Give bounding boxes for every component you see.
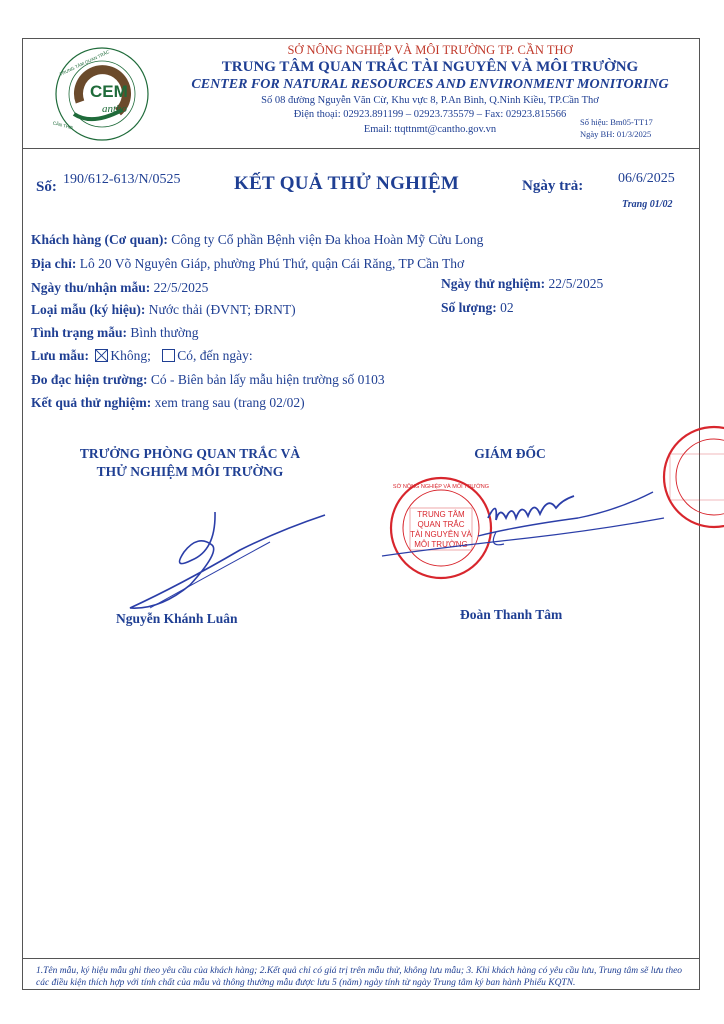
header-email: Email: ttqttnmt@cantho.gov.vn [363, 124, 497, 135]
center-logo [52, 44, 152, 144]
receive-date-row [31, 280, 208, 296]
header-dept: SỞ NÔNG NGHIỆP VÀ MÔI TRƯỜNG TP. CẦN THƠ [287, 43, 573, 57]
customer-value: Công ty Cổ phần Bệnh viện Đa khoa Hoàn Mỹ Cửu Long [171, 232, 484, 247]
return-date-label: Ngày trả: [522, 178, 584, 194]
stamp-ring-text: SỞ NÔNG NGHIỆP VÀ MÔI TRƯỜNG [392, 484, 490, 490]
customer-row [31, 232, 483, 248]
address-row [31, 256, 464, 272]
svg-text:TRUNG TÂM QUAN TRẮC: TRUNG TÂM QUAN TRẮC [58, 49, 111, 77]
field-measure-row [31, 372, 385, 388]
stamp-line-3: TÀI NGUYÊN VÀ [410, 530, 472, 539]
field-measure-value: Có - Biên bản lấy mẫu hiện trường số 0103 [150, 372, 385, 387]
quantity-value: 02 [500, 300, 514, 315]
form-code: Số hiệu: Bm05-TT17 [580, 117, 653, 127]
right-signature [378, 478, 668, 588]
issue-date: Ngày BH: 01/3/2025 [580, 129, 652, 139]
quantity-row [441, 300, 514, 316]
stamp-line-2: QUAN TRẮC [417, 520, 465, 529]
svg-text:CẦN THƠ: CẦN THƠ [52, 120, 74, 131]
header-center-vi: TRUNG TÂM QUAN TRẮC TÀI NGUYÊN VÀ MÔI TRƯỜNG [221, 59, 639, 75]
report-number-value: 190/612-613/N/0525 [63, 172, 181, 187]
return-date-value: 06/6/2025 [618, 171, 675, 186]
left-signer-title-2: THỬ NGHIỆM MÔI TRƯỜNG [96, 464, 284, 479]
receive-date-value: 22/5/2025 [153, 280, 209, 295]
report-number-label: Số: [36, 179, 57, 195]
footer-divider [22, 958, 700, 959]
storage-no-label: Không; [110, 348, 151, 363]
storage-yes-checkbox[interactable] [162, 349, 175, 362]
result-row [31, 395, 305, 411]
header-address: Số 08 đường Nguyễn Văn Cừ, Khu vực 8, P.An Bình, Q.Ninh Kiều, TP.Cần Thơ [261, 95, 599, 106]
left-signature [120, 490, 340, 620]
header-phone: Điện thoại: 02923.891199 – 02923.735579 – Fax: 02923.815566 [293, 109, 567, 120]
address-value: Lô 20 Võ Nguyên Giáp, phường Phú Thứ, quận Cái Răng, TP Cần Thơ [79, 256, 465, 271]
receive-date-label: Ngày thu/nhận mẫu: [31, 280, 151, 295]
left-signer-name: Nguyễn Khánh Luân [116, 611, 238, 626]
storage-no-checkbox[interactable] [95, 349, 108, 362]
header-center-en: CENTER FOR NATURAL RESOURCES AND ENVIRONMENT MONITORING [191, 77, 669, 92]
stamp-line-1: TRUNG TÂM [417, 510, 465, 519]
footer-note: 1.Tên mẫu, ký hiệu mẫu ghi theo yêu cầu của khách hàng; 2.Kết quả chỉ có giá trị trên mẫu thử, không lưu mẫu; 3. Khi khách hàng có yêu cầu lưu, Trung tâm sẽ lưu theo các điều kiện thích hợp với tính chất của mẫu và thông thường mẫu được lưu 5 (năm) ngày tính từ ngày Trung tâm ký ban hành Phiếu KQTN. [36, 966, 683, 988]
right-signer-name: Đoàn Thanh Tâm [460, 607, 563, 622]
result-label: Kết quả thử nghiệm: [31, 395, 152, 410]
condition-value: Bình thường [130, 325, 199, 340]
storage-yes-label: Có, đến ngày: [177, 348, 253, 363]
storage-label: Lưu mẫu: [31, 348, 89, 363]
test-date-value: 22/5/2025 [548, 276, 604, 291]
edge-stamp [656, 420, 724, 534]
sample-type-label: Loại mẫu (ký hiệu): [31, 302, 146, 317]
result-value: xem trang sau (trang 02/02) [154, 395, 305, 410]
left-signer-title-1: TRƯỞNG PHÒNG QUAN TRẮC VÀ [79, 446, 301, 461]
header-divider [22, 148, 700, 149]
sample-type-row [31, 302, 296, 318]
condition-row [31, 325, 199, 341]
logo-text-main: CEM [90, 82, 128, 101]
customer-label: Khách hàng (Cơ quan): [31, 232, 168, 247]
quantity-label: Số lượng: [441, 300, 497, 315]
page-title: KẾT QUẢ THỬ NGHIỆM [234, 173, 460, 194]
address-label: Địa chỉ: [31, 256, 77, 271]
stamp-line-4: MÔI TRƯỜNG [414, 540, 468, 549]
right-signer-title: GIÁM ĐỐC [474, 446, 546, 461]
logo-text-sub: antho [102, 103, 128, 115]
storage-row [31, 348, 253, 364]
sample-type-value: Nước thải (ĐVNT; ĐRNT) [148, 302, 296, 317]
test-date-row [441, 276, 603, 292]
page-number: Trang 01/02 [622, 199, 673, 210]
test-date-label: Ngày thử nghiệm: [441, 276, 546, 291]
field-measure-label: Đo đạc hiện trường: [31, 372, 148, 387]
condition-label: Tình trạng mẫu: [31, 325, 128, 340]
